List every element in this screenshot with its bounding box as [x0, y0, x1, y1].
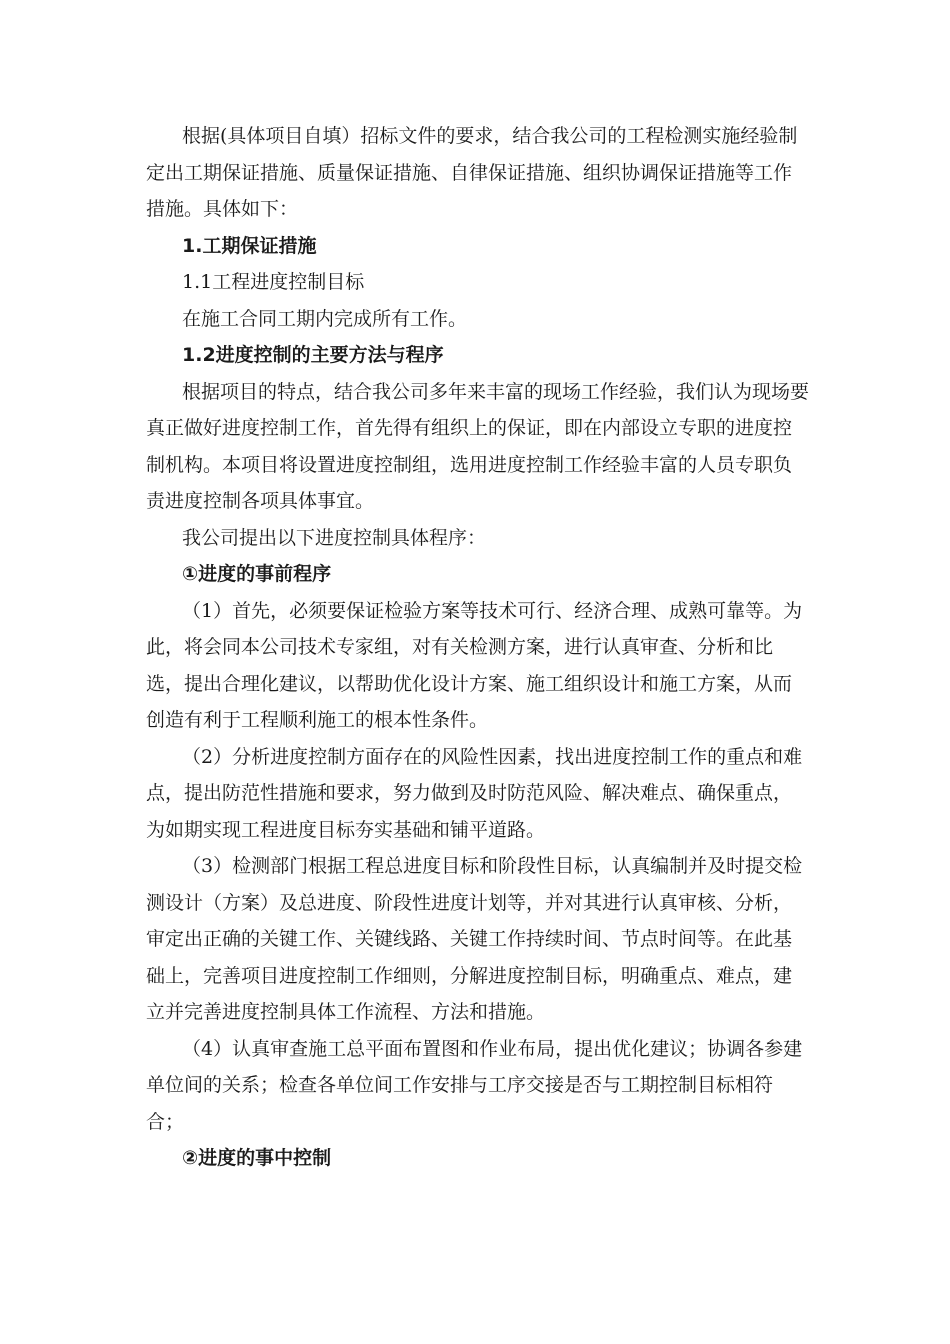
section-1-1-heading: 1.1工程进度控制目标 — [182, 271, 365, 293]
item-1-paragraph: （1）首先，必须要保证检验方案等技术可行、经济合理、成熟可靠等。为此，将会同本公司技术专家组，对有关检测方案，进行认真审查、分析和比选，提出合理化建议，以帮助优化设计方案、施工组织设计和施工方案，从而创造有利于工程顺利施工的根本性条件。 — [146, 599, 803, 731]
item-3-paragraph: （3）检测部门根据工程总进度目标和阶段性目标，认真编制并及时提交检测设计（方案）及总进度、阶段性进度计划等，并对其进行认真审核、分析，审定出正确的关键工作、关键线路、关键工作持续时间、节点时间等。在此基础上，完善项目进度控制工作细则，分解进度控制目标，明确重点、难点，建立并完善进度控制具体工作流程、方法和措施。 — [146, 855, 803, 1023]
section-1-2-heading: 1.2进度控制的主要方法与程序 — [182, 344, 444, 366]
section-1-2-paragraph-1: 根据项目的特点，结合我公司多年来丰富的现场工作经验，我们认为现场要真正做好进度控制工作，首先得有组织上的保证，即在内部设立专职的进度控制机构。本项目将设置进度控制组，选用进度控制工作经验丰富的人员专职负责进度控制各项具体事宜。 — [146, 380, 810, 512]
subsection-2-heading: ②进度的事中控制 — [182, 1147, 332, 1169]
item-4-paragraph: （4）认真审查施工总平面布置图和作业布局，提出优化建议；协调各参建单位间的关系；检查各单位间工作安排与工序交接是否与工期控制目标相符合； — [146, 1037, 803, 1133]
section-1-heading: 1.工期保证措施 — [182, 234, 317, 257]
intro-paragraph: 根据(具体项目自填）招标文件的要求，结合我公司的工程检测实施经验制定出工期保证措施、质量保证措施、自律保证措施、组织协调保证措施等工作措施。具体如下： — [146, 125, 798, 220]
section-1-2-paragraph-2: 我公司提出以下进度控制具体程序： — [182, 526, 487, 549]
document-body — [146, 118, 810, 1177]
item-2-paragraph: （2）分析进度控制方面存在的风险性因素，找出进度控制工作的重点和难点，提出防范性措施和要求，努力做到及时防范风险、解决难点、确保重点，为如期实现工程进度目标夯实基础和铺平道路。 — [146, 745, 803, 841]
subsection-1-heading: ①进度的事前程序 — [182, 563, 332, 585]
section-1-1-text: 在施工合同工期内完成所有工作。 — [182, 307, 468, 330]
